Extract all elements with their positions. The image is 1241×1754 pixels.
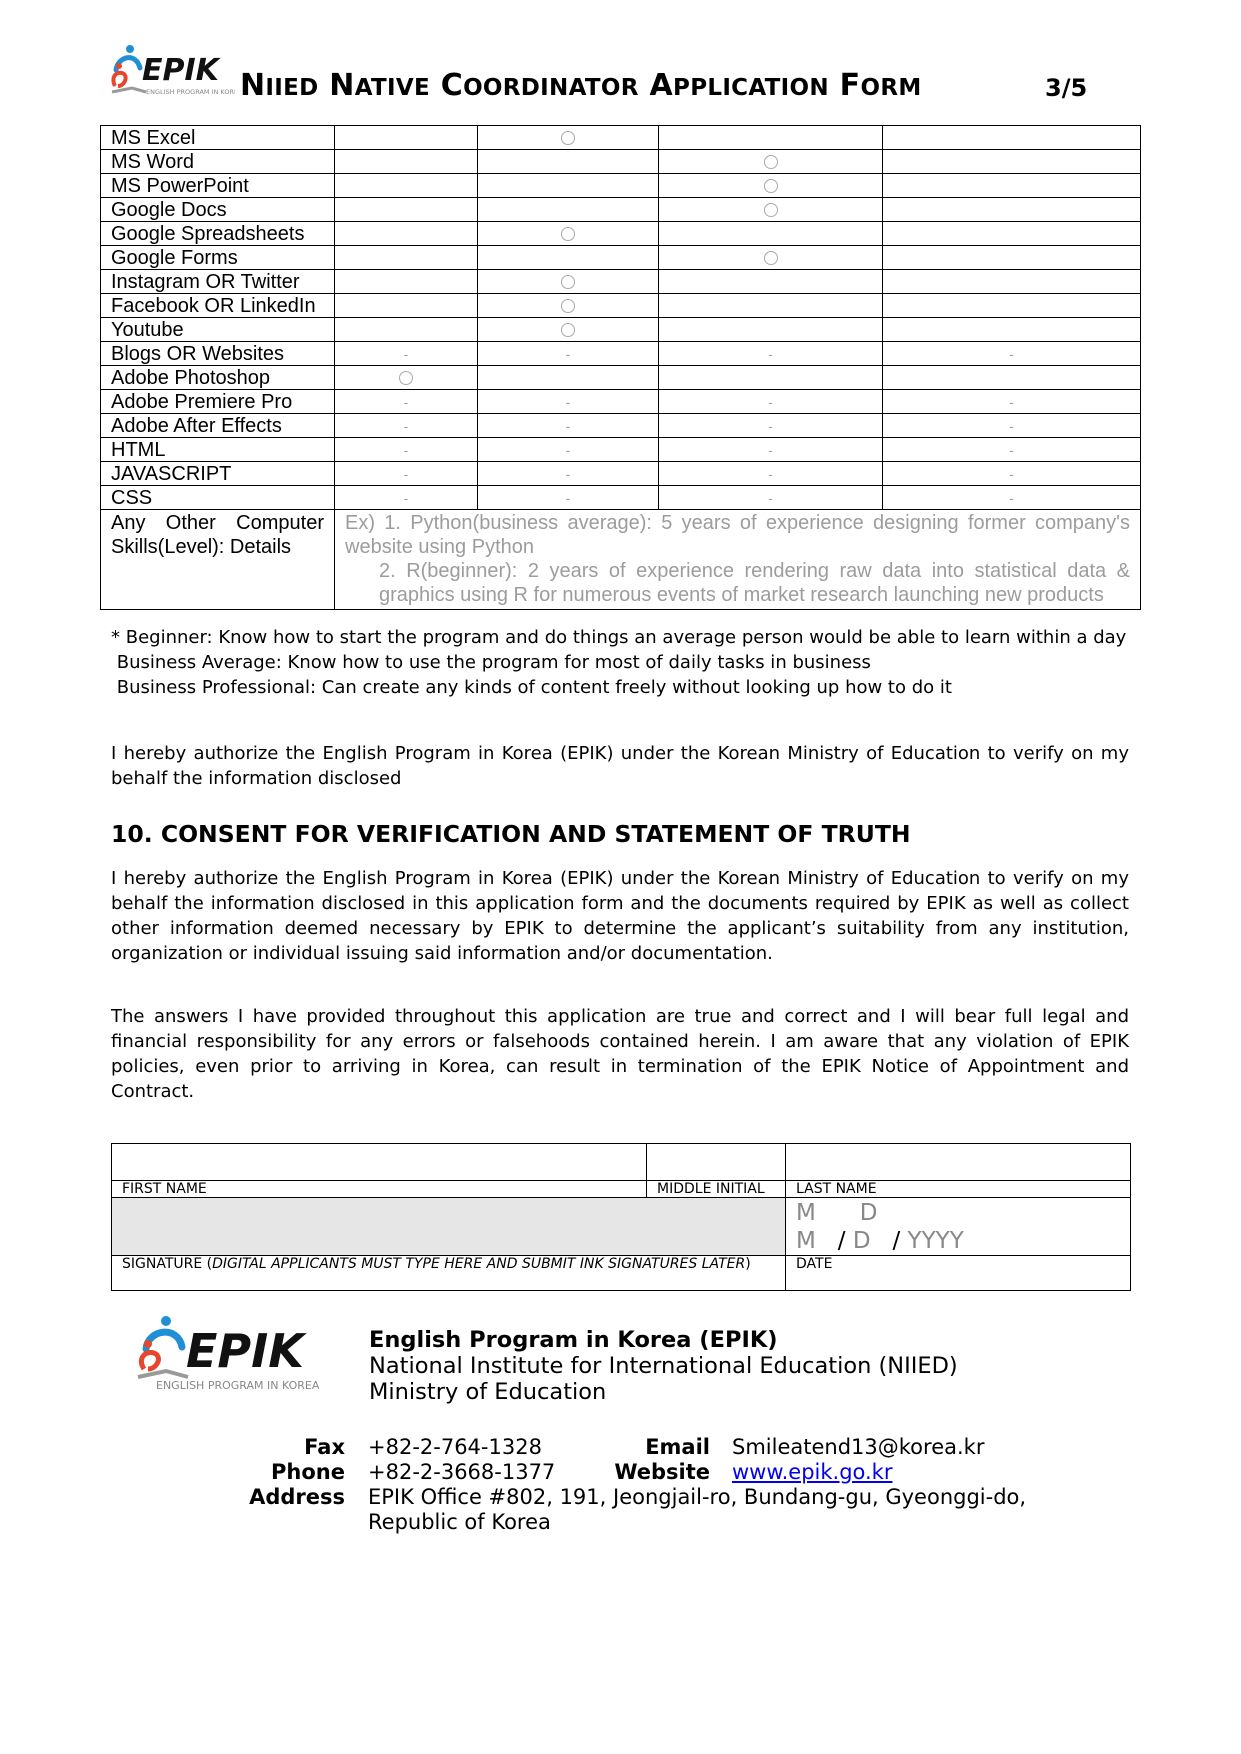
- skill-level-cell[interactable]: [335, 222, 478, 246]
- skill-level-cell[interactable]: [883, 342, 1141, 366]
- signature-table: [111, 1143, 1131, 1291]
- skill-level-cell[interactable]: [883, 462, 1141, 486]
- last-name-label: LAST NAME: [786, 1181, 1131, 1198]
- circle-mark-icon: [764, 155, 778, 169]
- authorize-statement: I hereby authorize the English Program in Korea (EPIK) under the Korean Ministry of Education to verify on my behalf the information disclosed: [111, 743, 1129, 789]
- skill-level-cell[interactable]: [335, 126, 478, 150]
- table-row: [101, 366, 1141, 390]
- date-field[interactable]: [786, 1198, 1131, 1256]
- first-name-field[interactable]: [112, 1144, 647, 1181]
- skill-name: MS Word: [101, 150, 335, 174]
- first-name-label: FIRST NAME: [112, 1181, 647, 1198]
- na-dash: -: [768, 418, 773, 434]
- skill-name: Google Forms: [101, 246, 335, 270]
- skill-level-cell[interactable]: [335, 486, 478, 510]
- institute-name: National Institute for International Education (NIIED): [369, 1353, 958, 1379]
- org-name: English Program in Korea (EPIK): [369, 1327, 778, 1353]
- email-value: Smileatend13@korea.kr: [732, 1435, 985, 1459]
- computer-skills-table: [100, 125, 1141, 610]
- circle-mark-icon: [399, 371, 413, 385]
- skill-level-cell[interactable]: [335, 462, 478, 486]
- skill-name: CSS: [101, 486, 335, 510]
- skill-name: Youtube: [101, 318, 335, 342]
- contact-values-right: [732, 1435, 984, 1485]
- na-dash: -: [768, 394, 773, 410]
- skill-level-cell[interactable]: [335, 270, 478, 294]
- svg-text:EPIK: EPIK: [186, 1324, 304, 1378]
- skill-level-cell[interactable]: [478, 270, 659, 294]
- date-label: DATE: [786, 1256, 1131, 1291]
- skill-level-cell[interactable]: [883, 150, 1141, 174]
- last-name-field[interactable]: [786, 1144, 1131, 1181]
- phone-label: Phone: [271, 1460, 345, 1484]
- skill-level-cell[interactable]: [478, 150, 659, 174]
- email-label: Email: [645, 1435, 710, 1459]
- circle-mark-icon: [764, 251, 778, 265]
- skill-level-cell[interactable]: [659, 486, 883, 510]
- skill-level-cell[interactable]: [659, 222, 883, 246]
- skill-level-cell[interactable]: [478, 414, 659, 438]
- middle-initial-label: MIDDLE INITIAL: [647, 1181, 786, 1198]
- skill-level-cell[interactable]: [883, 366, 1141, 390]
- phone-value: +82-2-3668-1377: [368, 1460, 556, 1484]
- skill-level-cell[interactable]: [883, 126, 1141, 150]
- address-line-2: Republic of Korea: [368, 1510, 551, 1534]
- fax-value: +82-2-764-1328: [368, 1435, 542, 1459]
- footer-logo-icon: [136, 1313, 332, 1393]
- svg-text:ENGLISH PROGRAM IN KOREA: ENGLISH PROGRAM IN KOREA: [146, 88, 235, 96]
- na-dash: -: [565, 418, 571, 434]
- skill-level-cell[interactable]: [335, 294, 478, 318]
- skill-level-cell[interactable]: [659, 438, 883, 462]
- skill-level-cell[interactable]: [478, 462, 659, 486]
- skill-level-cell[interactable]: [335, 366, 478, 390]
- middle-initial-field[interactable]: [647, 1144, 786, 1181]
- table-row: [101, 438, 1141, 462]
- website-label: Website: [614, 1460, 710, 1484]
- skill-level-cell[interactable]: [659, 390, 883, 414]
- na-dash: -: [1009, 442, 1014, 458]
- legend-beginner: * Beginner: Know how to start the program and do things an average person would be able to learn within a day: [111, 627, 1127, 648]
- skill-level-cell[interactable]: [478, 246, 659, 270]
- skill-level-cell[interactable]: [478, 222, 659, 246]
- table-row: [101, 462, 1141, 486]
- contact-labels: [230, 1435, 345, 1510]
- skill-level-cell[interactable]: [883, 222, 1141, 246]
- skill-name: Instagram OR Twitter: [101, 270, 335, 294]
- skill-name: HTML: [101, 438, 335, 462]
- circle-mark-icon: [561, 131, 575, 145]
- na-dash: -: [403, 394, 409, 410]
- section-title: CONSENT FOR VERIFICATION AND STATEMENT OF TRUTH: [160, 820, 911, 848]
- na-dash: -: [768, 466, 773, 482]
- skill-level-cell[interactable]: [335, 198, 478, 222]
- table-row: [101, 414, 1141, 438]
- other-skills-input[interactable]: [335, 510, 1141, 610]
- skill-level-cell[interactable]: [478, 294, 659, 318]
- skill-level-cell[interactable]: [335, 246, 478, 270]
- skill-name: Adobe Premiere Pro: [101, 390, 335, 414]
- other-skills-label: Any Other Computer Skills(Level): Details: [101, 510, 335, 610]
- circle-mark-icon: [561, 275, 575, 289]
- table-row: [101, 198, 1141, 222]
- fax-label: Fax: [304, 1435, 345, 1459]
- skill-level-cell[interactable]: [335, 150, 478, 174]
- na-dash: -: [1009, 490, 1014, 506]
- na-dash: -: [768, 346, 773, 362]
- skill-name: Facebook OR LinkedIn: [101, 294, 335, 318]
- table-row: [101, 174, 1141, 198]
- skill-level-cell[interactable]: [659, 414, 883, 438]
- address-line-1: EPIK Office #802, 191, Jeongjail-ro, Bundang-gu, Gyeonggi-do,: [368, 1485, 1027, 1509]
- na-dash: -: [1009, 346, 1014, 362]
- legend-business-average: Business Average: Know how to use the program for most of daily tasks in business: [111, 652, 871, 673]
- skill-level-cell[interactable]: [659, 246, 883, 270]
- skill-level-cell[interactable]: [478, 174, 659, 198]
- na-dash: -: [768, 442, 773, 458]
- skill-name: Google Spreadsheets: [101, 222, 335, 246]
- na-dash: -: [565, 346, 571, 362]
- skill-level-cell[interactable]: [883, 414, 1141, 438]
- footer-epik-logo: [136, 1313, 332, 1393]
- skill-level-cell[interactable]: [335, 342, 478, 366]
- skill-level-cell[interactable]: [659, 366, 883, 390]
- skill-level-cell[interactable]: [478, 198, 659, 222]
- na-dash: -: [403, 490, 409, 506]
- section-10-heading: [111, 820, 911, 848]
- table-row: [101, 150, 1141, 174]
- skill-level-cell[interactable]: [659, 174, 883, 198]
- date-placeholder-line1: M D: [796, 1200, 878, 1226]
- na-dash: -: [1009, 418, 1014, 434]
- skill-level-cell[interactable]: [659, 318, 883, 342]
- other-skills-row: [101, 510, 1141, 610]
- na-dash: -: [403, 466, 409, 482]
- skill-level-cell[interactable]: [335, 414, 478, 438]
- table-row: [101, 486, 1141, 510]
- table-row: [101, 270, 1141, 294]
- skill-level-cell[interactable]: [335, 318, 478, 342]
- table-row: [101, 342, 1141, 366]
- skill-name: Blogs OR Websites: [101, 342, 335, 366]
- page-title: NIIED NATIVE COORDINATOR APPLICATION FORM: [240, 68, 922, 103]
- skill-level-cell[interactable]: [478, 318, 659, 342]
- na-dash: -: [1009, 466, 1014, 482]
- na-dash: -: [1009, 394, 1014, 410]
- signature-field[interactable]: [112, 1198, 786, 1256]
- skill-level-cell[interactable]: [883, 318, 1141, 342]
- skill-level-cell[interactable]: [659, 150, 883, 174]
- na-dash: -: [403, 442, 409, 458]
- skill-level-cell[interactable]: [478, 366, 659, 390]
- na-dash: -: [565, 442, 571, 458]
- circle-mark-icon: [764, 179, 778, 193]
- consent-paragraph: I hereby authorize the English Program in Korea (EPIK) under the Korean Ministry of Education to verify on my behalf the information disclosed in this application form and the documents required by EPIK as well as collect other information deemed necessary by EPIK to determine the applicant’s suitability from any institution, organization or individual issuing said information and/or documentation.: [111, 868, 1129, 964]
- skill-level-cell[interactable]: [335, 174, 478, 198]
- table-row: [101, 222, 1141, 246]
- skill-level-cell[interactable]: [883, 294, 1141, 318]
- skill-level-cell[interactable]: [659, 270, 883, 294]
- skill-level-cell[interactable]: [478, 126, 659, 150]
- signature-label: SIGNATURE (DIGITAL APPLICANTS MUST TYPE HERE AND SUBMIT INK SIGNATURES LATER): [112, 1256, 786, 1291]
- svg-text:ENGLISH PROGRAM IN KOREA: ENGLISH PROGRAM IN KOREA: [156, 1379, 320, 1392]
- skill-level-cell[interactable]: [659, 294, 883, 318]
- na-dash: -: [768, 490, 773, 506]
- skill-name: JAVASCRIPT: [101, 462, 335, 486]
- skill-level-cell[interactable]: [335, 438, 478, 462]
- skill-level-cell[interactable]: [659, 462, 883, 486]
- skill-level-cell[interactable]: [478, 438, 659, 462]
- section-number: 10.: [111, 820, 153, 848]
- circle-mark-icon: [764, 203, 778, 217]
- contact-labels-right: [590, 1435, 710, 1485]
- skill-level-cell[interactable]: [659, 198, 883, 222]
- table-row: [101, 294, 1141, 318]
- date-placeholder-line2: M / D / YYYY: [796, 1228, 964, 1254]
- na-dash: -: [565, 490, 571, 506]
- circle-mark-icon: [561, 323, 575, 337]
- na-dash: -: [565, 466, 571, 482]
- skill-level-cell[interactable]: [883, 486, 1141, 510]
- na-dash: -: [403, 418, 409, 434]
- skill-level-cell[interactable]: [883, 198, 1141, 222]
- circle-mark-icon: [561, 227, 575, 241]
- skill-level-cell[interactable]: [335, 390, 478, 414]
- skill-level-cell[interactable]: [883, 174, 1141, 198]
- skill-name: Google Docs: [101, 198, 335, 222]
- page-number: 3/5: [1045, 74, 1088, 102]
- address-label: Address: [249, 1485, 345, 1509]
- table-row: [101, 126, 1141, 150]
- epik-logo-icon: [110, 42, 235, 104]
- circle-mark-icon: [561, 299, 575, 313]
- table-row: [101, 246, 1141, 270]
- svg-text:EPIK: EPIK: [142, 53, 219, 88]
- na-dash: -: [403, 346, 409, 362]
- other-skills-example-2: 2. R(beginner): 2 years of experience rendering raw data into statistical data & graphics using R for numerous events of market research launching new products: [379, 560, 1130, 606]
- website-link[interactable]: www.epik.go.kr: [732, 1460, 893, 1484]
- skill-level-cell[interactable]: [883, 390, 1141, 414]
- epik-logo: [110, 42, 235, 104]
- skill-name: Adobe After Effects: [101, 414, 335, 438]
- skill-level-cell[interactable]: [883, 246, 1141, 270]
- organization-block: [369, 1327, 958, 1405]
- skill-name: MS Excel: [101, 126, 335, 150]
- skill-level-cell[interactable]: [478, 390, 659, 414]
- skill-level-cell[interactable]: [659, 126, 883, 150]
- na-dash: -: [565, 394, 571, 410]
- legend-business-professional: Business Professional: Can create any kinds of content freely without looking up how to do it: [111, 677, 952, 698]
- ministry-name: Ministry of Education: [369, 1379, 607, 1405]
- other-skills-example-1: Ex) 1. Python(business average): 5 years of experience designing former company's website using Python: [345, 512, 1130, 558]
- skill-level-cell[interactable]: [478, 342, 659, 366]
- truth-paragraph: The answers I have provided throughout this application are true and correct and I will bear full legal and financial responsibility for any errors or falsehoods contained herein. I am aware that any violation of EPIK policies, even prior to arriving in Korea, can result in termination of the EPIK Notice of Appointment and Contract.: [111, 1006, 1129, 1102]
- skill-level-cell[interactable]: [478, 486, 659, 510]
- table-row: [101, 390, 1141, 414]
- level-legend: [111, 625, 1141, 700]
- skill-name: MS PowerPoint: [101, 174, 335, 198]
- table-row: [101, 318, 1141, 342]
- skill-name: Adobe Photoshop: [101, 366, 335, 390]
- skill-level-cell[interactable]: [883, 270, 1141, 294]
- skill-level-cell[interactable]: [659, 342, 883, 366]
- skill-level-cell[interactable]: [883, 438, 1141, 462]
